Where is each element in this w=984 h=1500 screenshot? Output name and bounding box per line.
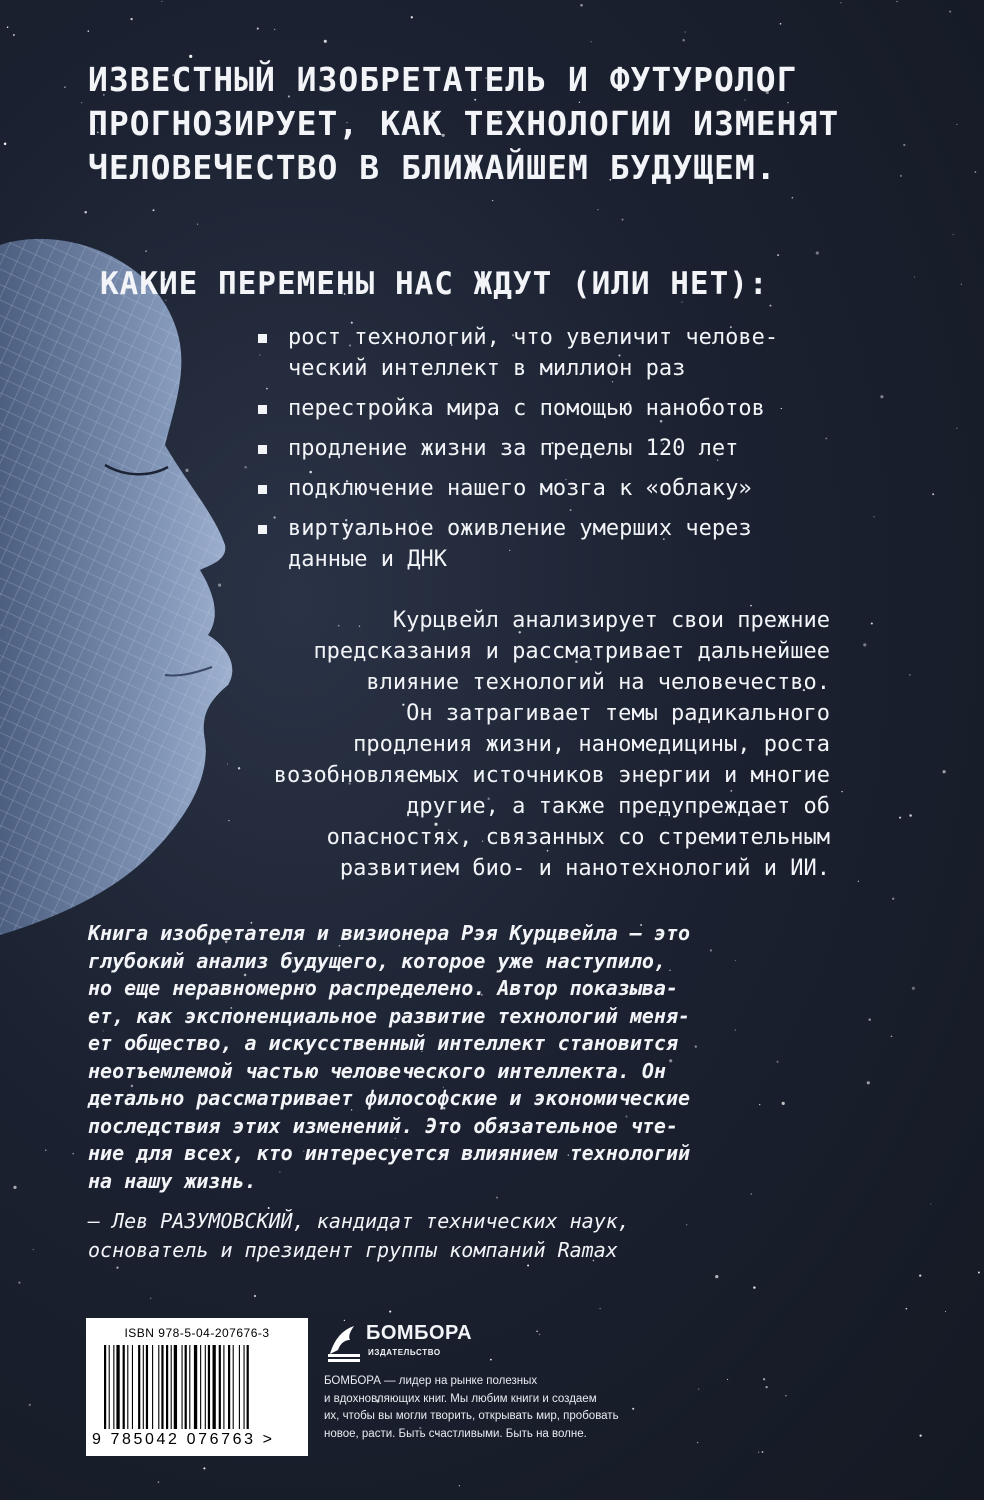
description-line: возобновляемых источников энергии и многие — [273, 763, 830, 788]
attribution-line: — Лев РАЗУМОВСКИЙ, кандидат технических наук, — [88, 1209, 630, 1233]
quote-line: на нашу жизнь. — [88, 1168, 257, 1193]
list-item-line: виртуальное оживление умерших через — [288, 516, 752, 541]
bullet-square-icon — [258, 445, 267, 454]
description-line: предсказания и рассматривает дальнейшее — [313, 639, 830, 664]
isbn-number: ISBN 978-5-04-207676-3 — [124, 1326, 270, 1340]
changes-heading: КАКИЕ ПЕРЕМЕНЫ НАС ЖДУТ (ИЛИ НЕТ): — [100, 266, 769, 302]
list-item-line: продление жизни за пределы 120 лет — [288, 436, 739, 461]
quote-line: неотъемлемой частью человеческого интеллекта. Он — [88, 1058, 666, 1083]
quote-line: но еще неравномерно распределено. Автор показыва- — [88, 976, 679, 1000]
publisher-description-line: их, чтобы вы могли творить, открывать мир, пробовать — [324, 1410, 619, 1422]
description-line: развитием био- и нанотехнологий и ИИ. — [339, 856, 830, 881]
quote-line: детально рассматривает философские и экономические — [88, 1086, 691, 1110]
publisher-logo-text: БОМБОРА — [366, 1322, 473, 1344]
quote-line: ние для всех, кто интересуется влиянием технологий — [88, 1141, 691, 1165]
publisher-description — [324, 1373, 619, 1443]
description-line: другие, а также предупреждает об — [406, 794, 830, 819]
publisher-description-line: БОМБОРА — лидер на рынке полезных — [324, 1375, 538, 1387]
bullet-square-icon — [258, 334, 267, 343]
quote-line: Книга изобретателя и визионера Рэя Курцвейла — это — [88, 921, 691, 945]
isbn-barcode — [86, 1318, 308, 1456]
list-item — [258, 433, 898, 464]
list-item-line: подключение нашего мозга к «облаку» — [288, 476, 752, 501]
attribution-line: основатель и президент группы компаний Ramax — [88, 1238, 618, 1262]
barcode-bars — [104, 1345, 290, 1429]
description-line: Курцвейл анализирует свои прежние — [392, 608, 830, 633]
description-line: влияние технологий на человечество. — [366, 670, 830, 695]
quote-attribution — [88, 1207, 630, 1265]
list-item-line: ческий интеллект в миллион раз — [288, 356, 686, 381]
headline-line: ЧЕЛОВЕЧЕСТВО В БЛИЖАЙШЕМ БУДУЩЕМ. — [88, 148, 777, 187]
list-item — [258, 393, 898, 424]
quote-line: последствия этих изменений. Это обязательное чте- — [88, 1113, 679, 1138]
headline — [88, 58, 908, 190]
description-line: Он затрагивает темы радикального — [406, 701, 830, 726]
quote-line: ет общество, а искусственный интеллект становится — [88, 1031, 679, 1055]
list-item — [258, 513, 898, 575]
description-paragraph — [274, 605, 830, 884]
quote-line: глубокий анализ будущего, которое уже наступило, — [88, 948, 666, 973]
changes-list — [258, 322, 898, 584]
quote-line: ет, как экспоненциальное развитие технологий меня- — [88, 1003, 691, 1028]
barcode-digits: 9 785042 076763 > — [92, 1431, 275, 1448]
list-item-line: данные и ДНК — [288, 547, 447, 572]
description-line: продления жизни, наномедицины, роста — [353, 732, 830, 757]
publisher-description-line: новое, расти. Быть счастливыми. Быть на волне. — [324, 1427, 587, 1440]
bullet-square-icon — [258, 405, 267, 414]
list-item — [258, 473, 898, 504]
publisher-logo-subtitle: ИЗДАТЕЛЬСТВО — [368, 1348, 441, 1357]
description-line: опасностях, связанных со стремительным — [326, 825, 830, 850]
list-item-line: перестройка мира с помощью наноботов — [288, 396, 765, 421]
headline-line: ИЗВЕСТНЫЙ ИЗОБРЕТАТЕЛЬ И ФУТУРОЛОГ — [88, 60, 798, 99]
bullet-square-icon — [258, 485, 267, 494]
bullet-square-icon — [258, 525, 267, 534]
list-item — [258, 322, 898, 384]
review-quote — [88, 920, 908, 1195]
bombora-wave-icon — [324, 1320, 364, 1364]
headline-line: ПРОГНОЗИРУЕТ, КАК ТЕХНОЛОГИИ ИЗМЕНЯТ — [88, 104, 840, 143]
publisher-description-line: и вдохновляющих книг. Мы любим книги и создаем — [324, 1392, 597, 1405]
list-item-line: рост технологий, что увеличит челове- — [288, 325, 779, 350]
